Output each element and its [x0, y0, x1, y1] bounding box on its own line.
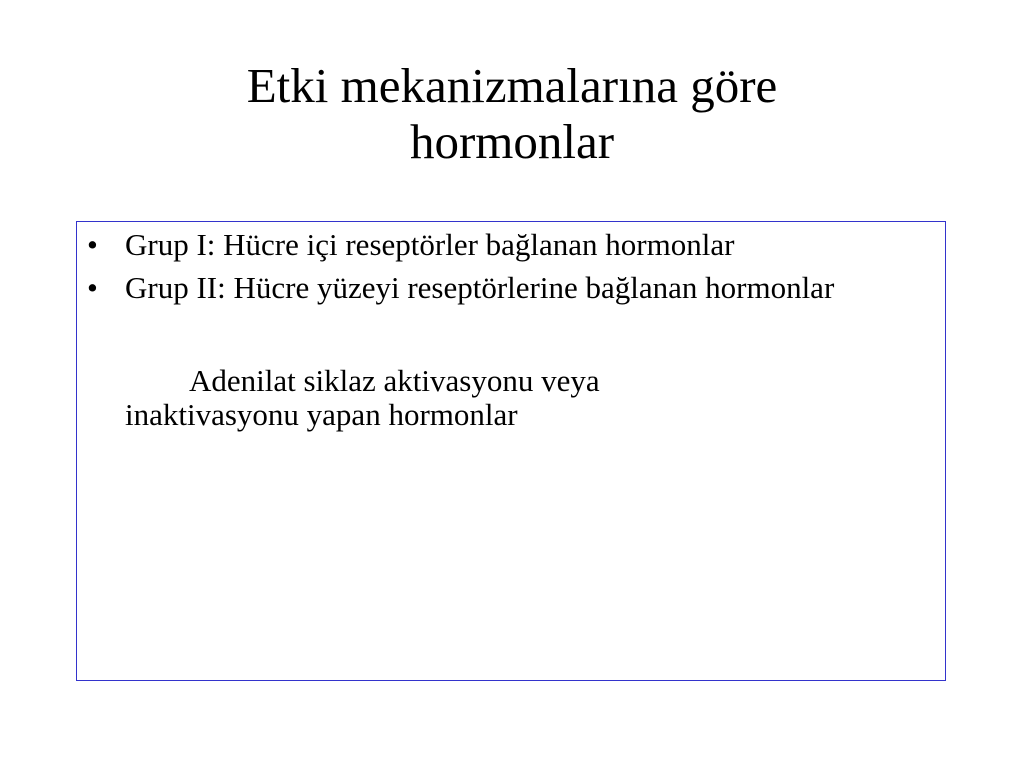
sub-paragraph-line-1: [125, 364, 985, 398]
sub-paragraph-line-2: inaktivasyonu yapan hormonlar: [125, 397, 518, 432]
bullet-item-1: [77, 228, 937, 262]
bullet-list: [77, 228, 937, 314]
slide-title-line-1: Etki mekanizmalarına göre: [246, 58, 778, 113]
sub-paragraph: [77, 364, 985, 432]
bullet-text-1: Grup I: Hücre içi reseptörler bağlanan hormonlar: [125, 227, 735, 262]
bullet-text-2: Grup II: Hücre yüzeyi reseptörlerine bağlanan hormonlar: [125, 270, 835, 305]
content-placeholder-box: [76, 221, 946, 681]
bullet-icon: •: [87, 227, 98, 262]
slide-title-line-2: hormonlar: [409, 114, 615, 169]
bullet-item-2: [77, 271, 937, 305]
sub-paragraph-text-1: Adenilat siklaz aktivasyonu veya: [189, 363, 600, 398]
bullet-icon: •: [87, 270, 98, 305]
slide-title: [112, 58, 912, 170]
